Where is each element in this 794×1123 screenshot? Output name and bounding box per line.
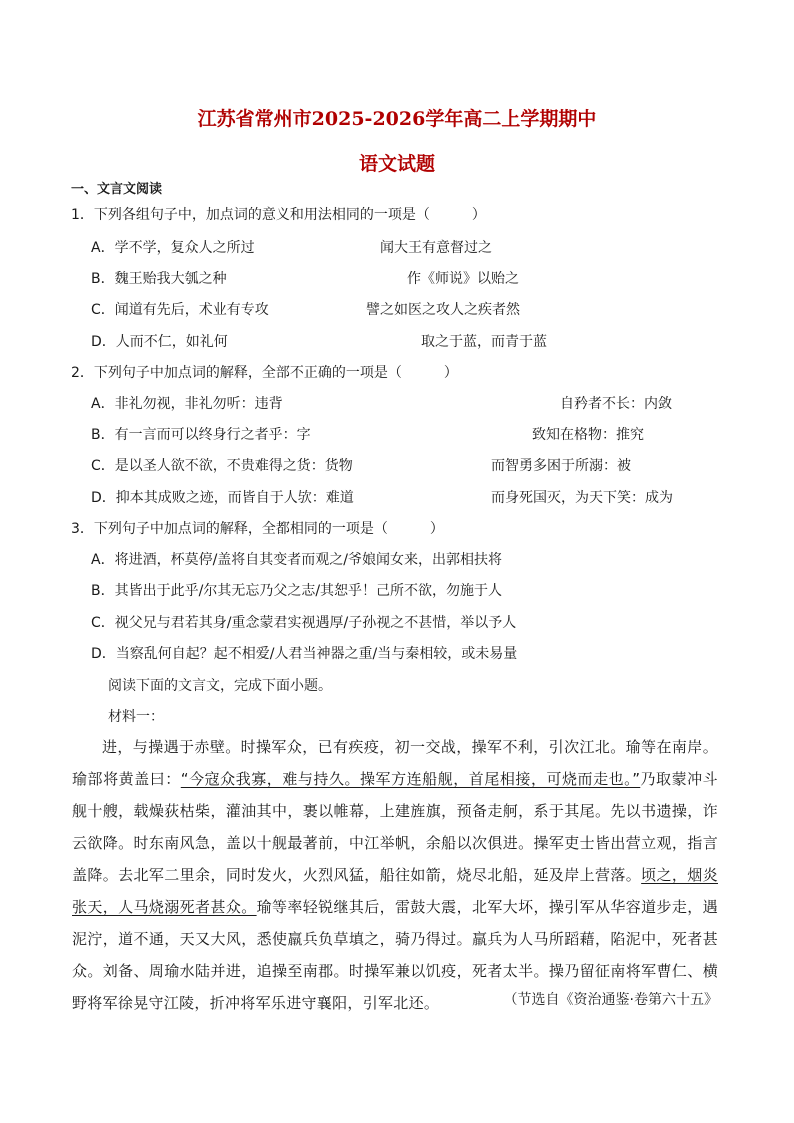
q3-option-b: B．其皆出于此乎/尔其无忘乃父之志/其恕乎！己所不欲，勿施于人	[91, 583, 503, 599]
question-1-stem: 1．下列各组句子中，加点词的意义和用法相同的一项是（ ）	[71, 207, 486, 223]
q1-option-a-right: 闻大王有意督过之	[380, 240, 492, 256]
q1-option-c-right: 譬之如医之攻人之疾者然	[366, 302, 520, 318]
document-subtitle: 语文试题	[358, 153, 435, 175]
q1-option-d-right: 取之于蓝，而青于蓝	[421, 334, 547, 350]
q1-option-d-left: D．人而不仁，如礼何	[91, 334, 228, 350]
q3-option-c: C．视父兄与君若其身/重念蒙君实视遇厚/子孙视之不甚惜，举以予人	[91, 615, 517, 631]
q3-option-d: D．当察乱何自起？起不相爱/人君当神器之重/当与秦相较，或未易量	[91, 646, 518, 662]
passage	[72, 731, 718, 1019]
q2-option-c-right: 而智勇多困于所溺：被	[491, 458, 631, 474]
q2-option-a-left: A．非礼勿视，非礼勿听：违背	[91, 396, 283, 412]
question-2-stem: 2．下列句子中加点词的解释，全部不正确的一项是（ ）	[71, 365, 458, 381]
section-heading: 一、文言文阅读	[71, 182, 163, 197]
q2-option-c-left: C．是以圣人欲不欲，不贵难得之货：货物	[91, 458, 353, 474]
document-title: 江苏省常州市2025-2026学年高二上学期期中	[197, 108, 597, 130]
passage-text-3: 瑜等率轻锐继其后，雷鼓大震，北军大坏，操引军从华容道步走，遇泥泞，道不通，天又大风，悉使羸兵负草填之，骑乃得过。羸兵为人马所蹈藉，陷泥中，死者甚众。刘备、周瑜水陆并进，追操至南郡。时操军兼以饥疫，死者太半。操乃留征南将军曹仁、横野将军徐晃守江陵，折冲将军乐进守襄阳，引军北还。	[72, 898, 718, 1012]
passage-text-2: 乃取蒙冲斗舰十艘，载燥荻枯柴，灌油其中，裹以帷幕，上建旌旗，预备走舸，系于其尾。先以书遗操，诈云欲降。时东南风急，盖以十舰最著前，中江举帆，余船以次俱进。操军吏士皆出营立观，指言盖降。去北军二里余，同时发火，火烈风猛，船往如箭，烧尽北船，延及岸上营落。	[72, 770, 718, 884]
material-label: 材料一：	[108, 709, 164, 725]
q2-option-b-right: 致知在格物：推究	[532, 427, 644, 443]
q1-option-a-left: A．学不学，复众人之所过	[91, 240, 255, 256]
q1-option-b-left: B．魏王贻我大瓠之种	[91, 271, 227, 287]
q2-option-b-left: B．有一言而可以终身行之者乎：字	[91, 427, 311, 443]
passage-underlined-1: “今寇众我寡，难与持久。操军方连船舰，首尾相接，可烧而走也。”	[180, 770, 641, 788]
q2-option-a-right: 自矜者不长：内敛	[560, 396, 672, 412]
q2-option-d-right: 而身死国灭，为天下笑：成为	[491, 490, 673, 506]
source-citation: （节选自《资治通鉴·卷第六十五》	[503, 992, 718, 1008]
question-3-stem: 3．下列句子中加点词的解释，全都相同的一项是（ ）	[71, 521, 444, 537]
q3-option-a: A．将进酒，杯莫停/盖将自其变者而观之/爷娘闻女来，出郭相扶将	[91, 552, 503, 568]
q2-option-d-left: D．抑本其成败之迹，而皆自于人欤：难道	[91, 490, 354, 506]
reading-instruction: 阅读下面的文言文，完成下面小题。	[108, 678, 332, 694]
passage-text-1: 进，与操遇于赤壁。时操军众，已有疾疫，初一交战，操军不利，引次江北。瑜等在南岸。瑜部将黄盖曰：	[72, 738, 718, 788]
q1-option-c-left: C．闻道有先后，术业有专攻	[91, 302, 269, 318]
passage-underlined-2: 顷之，烟炎张天，人马烧溺死者甚众。	[72, 866, 718, 916]
q1-option-b-right: 作《师说》以贻之	[407, 271, 519, 287]
